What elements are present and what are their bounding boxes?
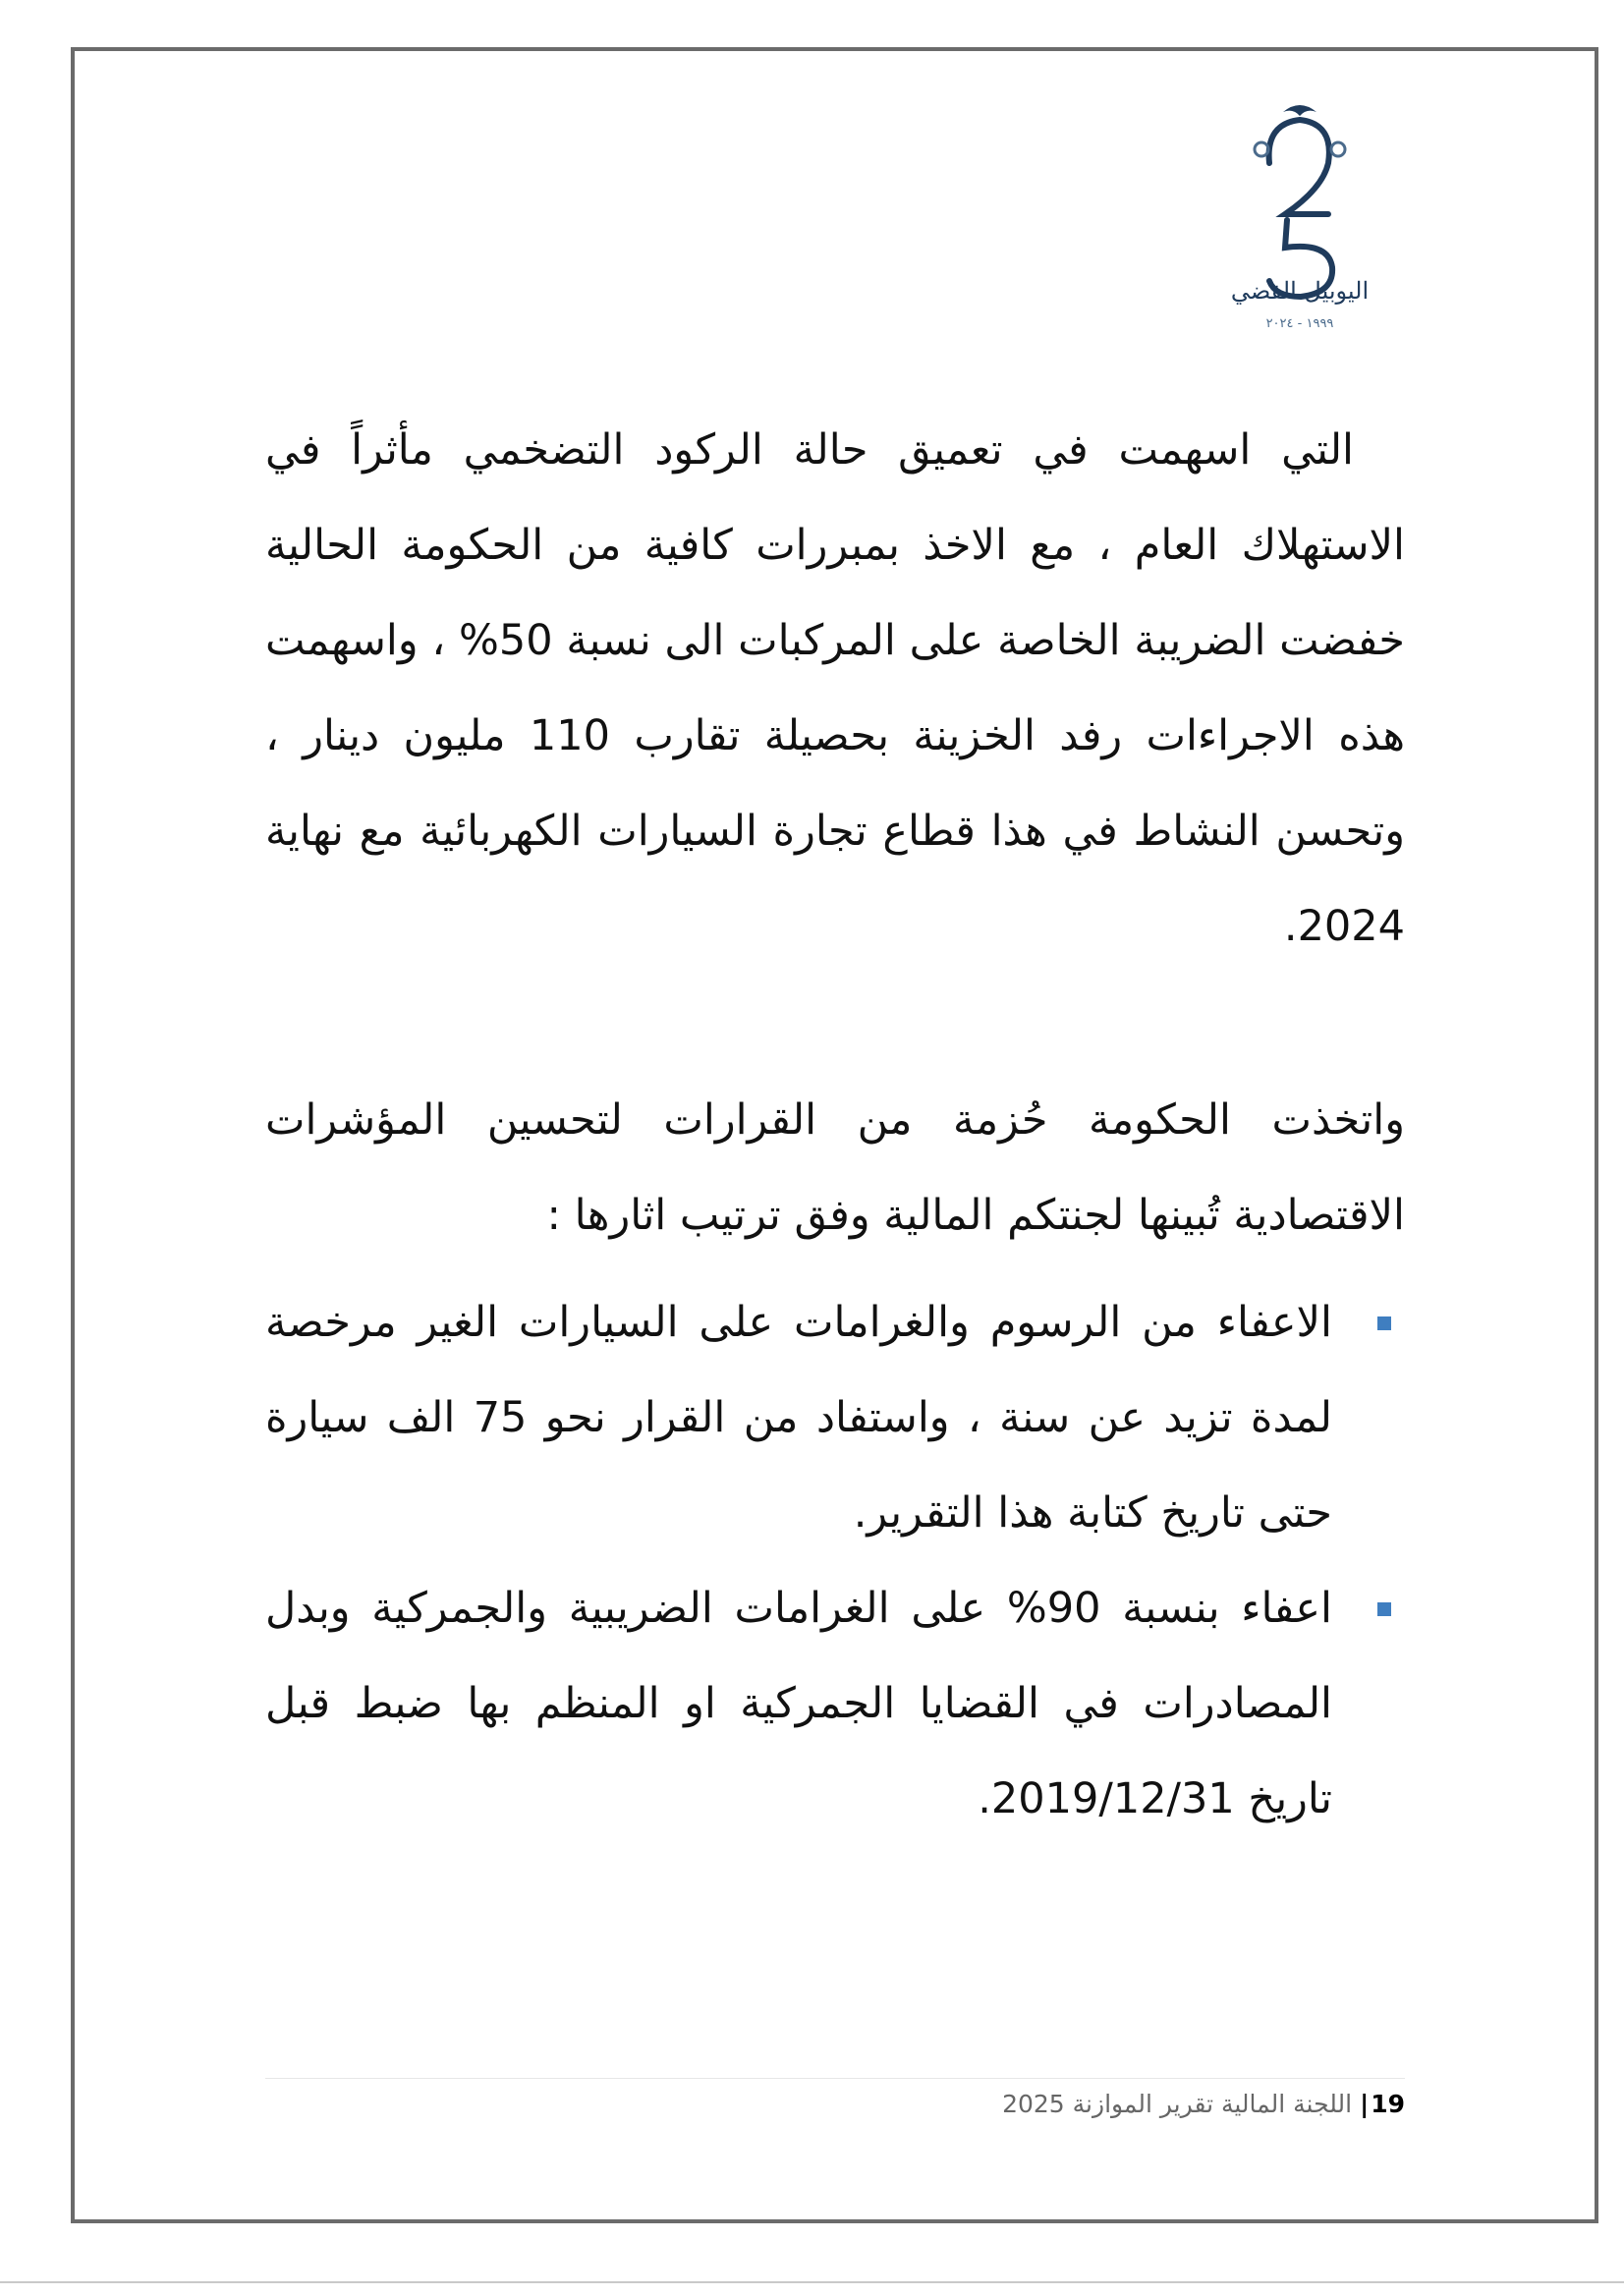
scan-edge-line <box>0 2281 1624 2283</box>
square-bullet-icon <box>1377 1602 1391 1616</box>
footer-separator: | <box>1360 2090 1370 2118</box>
silver-jubilee-logo <box>1226 94 1373 350</box>
footer-divider <box>265 2078 1405 2079</box>
page-number: 19 <box>1371 2090 1405 2118</box>
report-body <box>265 403 1405 1847</box>
list-item-text: الاعفاء من الرسوم والغرامات على السيارات الغير مرخصة لمدة تزيد عن سنة ، واستفاد من القرار نحو 75 الف سيارة حتى تاريخ كتابة هذا التقرير. <box>265 1298 1332 1538</box>
list-item <box>265 1275 1405 1561</box>
logo-caption: اليوبيل الفضي <box>1230 277 1370 305</box>
list-item <box>265 1561 1405 1847</box>
page-footer <box>265 2085 1405 2124</box>
logo-25-emblem <box>1226 94 1373 350</box>
list-item-text: اعفاء بنسبة 90% على الغرامات الضريبية والجمركية وبدل المصادرات في القضايا الجمركية او المنظم بها ضبط قبل تاريخ 2019/12/31. <box>265 1584 1332 1823</box>
paragraph-government-measures: واتخذت الحكومة حُزمة من القرارات لتحسين المؤشرات الاقتصادية تُبينها لجنتكم المالية وفق ترتيب اثارها : <box>265 1095 1405 1240</box>
measures-list <box>265 1275 1405 1847</box>
footer-title: اللجنة المالية تقرير الموازنة 2025 <box>1002 2090 1353 2118</box>
logo-years: ١٩٩٩ - ٢٠٢٤ <box>1265 316 1334 331</box>
paragraph-stagflation: التي اسهمت في تعميق حالة الركود التضخمي مأثراً في الاستهلاك العام ، مع الاخذ بمبررات كافية من الحكومة الحالية خفضت الضريبة الخاصة على المركبات الى نسبة 50% ، واسهمت هذه الاجراءات رفد الخزينة بحصيلة تقارب 110 مليون دينار ، وتحسن النشاط في هذا قطاع تجارة السيارات الكهربائية مع نهاية 2024. <box>265 425 1406 951</box>
square-bullet-icon <box>1377 1316 1391 1330</box>
